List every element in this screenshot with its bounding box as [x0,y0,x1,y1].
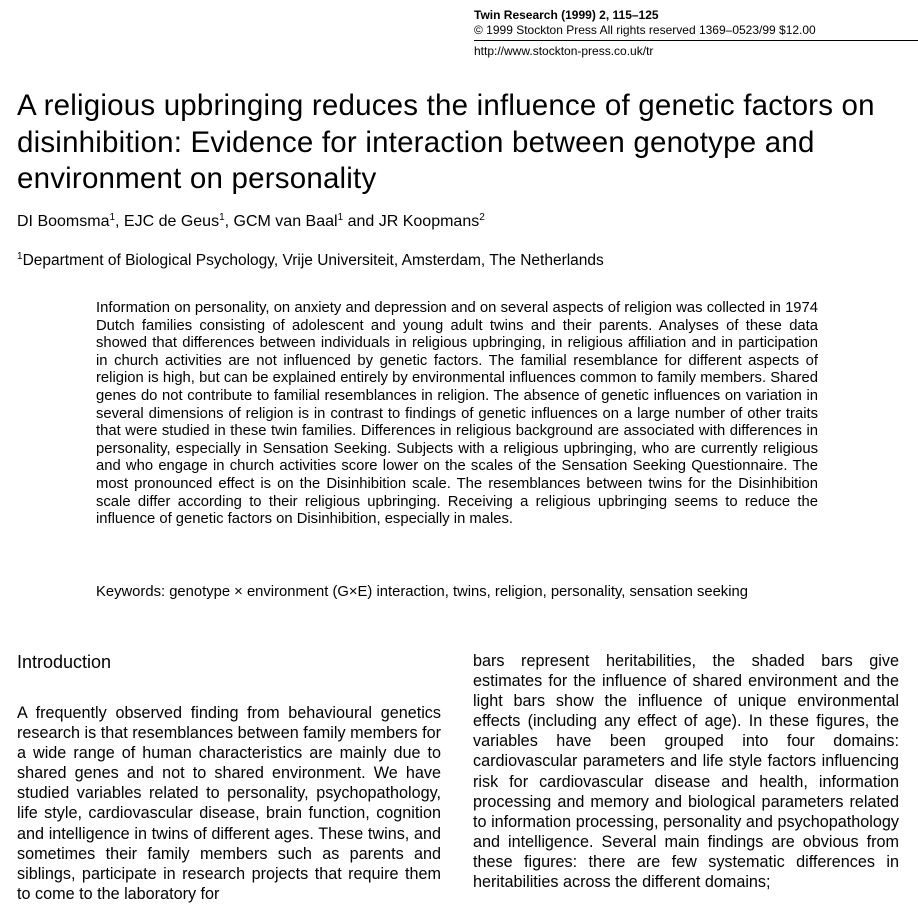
author-name: GCM van Baal [233,213,338,230]
paper-title: A religious upbringing reduces the influence of genetic factors on disinhibition: Evidence for interaction between genotype and environment on personality [17,89,875,195]
journal-url[interactable]: http://www.stockton-press.co.uk/tr [474,44,654,58]
copyright-line: © 1999 Stockton Press All rights reserved 1369–0523/99 $12.00 [474,23,816,37]
author-separator: and [343,213,379,230]
author-affiliation-mark: 1 [219,212,225,223]
keywords: Keywords: genotype × environment (G×E) interaction, twins, religion, personality, sensation seeking [96,584,748,600]
author-separator: , [115,213,124,230]
author-separator: , [224,213,234,230]
affiliation-mark: 1 [17,251,23,262]
body-column-right: bars represent heritabilities, the shaded bars give estimates for the influence of shared environment and the light bars show the influence of unique environmental effects (including any effect of age). In these figures, the variables have been grouped into four domains: cardiovascular parameters and life style factors influencing risk for cardiovascular disease and health, information processing and memory and biological parameters related to information processing, personality and psychopathology and intelligence. Several main findings are obvious from these figures: there are few systematic differences in heritabilities across the different domains; [473,652,899,892]
author-name: EJC de Geus [123,213,220,230]
abstract: Information on personality, on anxiety and depression and on several aspects of religion was collected in 1974 Dutch families consisting of adolescent and young adult twins and their parents. Analyses of these data showed that differences between individuals in religious upbringing, in religious affiliation and in participation in church activities are not influenced by genetic factors. The familial resemblance for different aspects of religion is high, but can be explained entirely by environmental influences common to family members. Shared genes do not contribute to familial resemblances in religion. The absence of genetic influences on variation in several dimensions of religion is in contrast to findings of genetic influences on a large number of other traits that were studied in these twin families. Differences in religious background are associated with differences in personality, especially in Sensation Seeking. Subjects with a religious upbringing, who are currently religious and who engage in church activities score lower on the scales of the Sensation Seeking Questionnaire. The most pronounced effect is on the Disinhibition scale. The resemblances between twins for the Disinhibition scale differ according to their religious upbringing. Receiving a religious upbringing seems to reduce the influence of genetic factors on Disinhibition, especially in males. [96,300,818,528]
author-list [17,212,485,232]
section-heading-introduction: Introduction [17,652,112,672]
author-affiliation-mark: 2 [479,212,485,223]
author-name: JR Koopmans [378,213,480,230]
author-name: DI Boomsma [17,213,110,230]
author-affiliation-mark: 1 [337,212,344,223]
author-affiliation-mark: 1 [109,212,116,223]
affiliation-text: Department of Biological Psychology, Vrije Universiteit, Amsterdam, The Netherlands [22,252,604,269]
header-rule [474,40,918,41]
journal-header [474,8,874,38]
body-column-left: A frequently observed finding from behavioural genetics research is that resemblances between family members for a wide range of human characteristics are mainly due to shared genes and not to shared environment. We have studied variables related to personality, psychopathology, life style, cardiovascular disease, brain function, cognition and intelligence in twins of different ages. These twins, and sometimes their family members such as parents and siblings, participate in research projects that require them to come to the laboratory for [17,704,441,903]
journal-citation: Twin Research (1999) 2, 115–125 [474,8,659,22]
affiliation [17,251,604,271]
